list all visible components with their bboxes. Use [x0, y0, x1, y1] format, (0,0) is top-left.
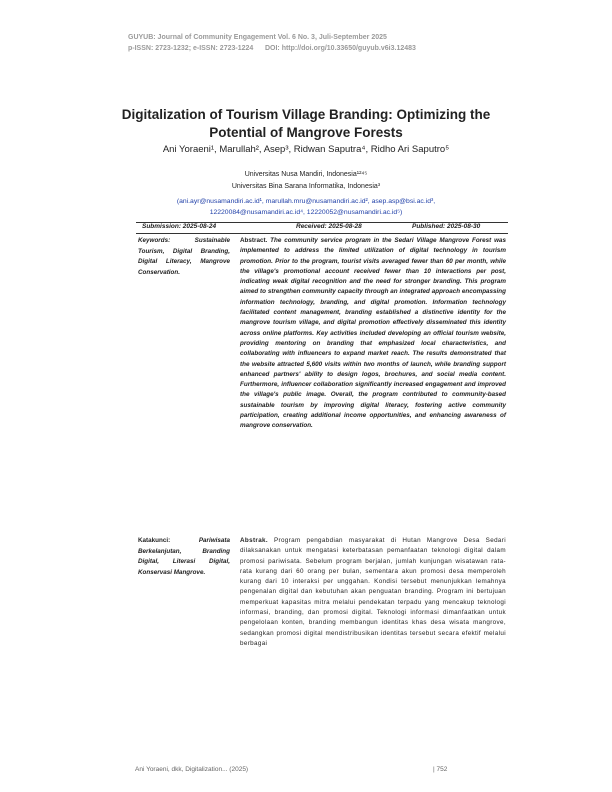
abstract-en-text: The community service program in the Sedari Village Mangrove Forest was implemented to address the limited utilization of digital technology in tourism promotion. Prior to the program, tourist visits averaged fewer than 60 per month, while the village's promotional account received fewer than 10 interactions per post, indicating weak digital recognition and the need for stronger branding. This program aimed to strengthen community capacity through an integrated approach encompassing information technology, branding, and digital promotion. Information technology facilitated content management, branding established a distinctive identity for the mangrove tourism village, and digital promotion effectively disseminated this identity across online platforms. Key activities included developing an official tourism website, providing mentoring on branding that emphasized local characteristics, and collaborating with influencers to expand market reach. The results demonstrated that the website attracted 5,600 visits within two months of launch, while branding support enhanced partners' ability to design logos, brochures, and social media content. Furthermore, influencer collaboration significantly increased engagement and improved the village's public image. Overall, the program contributed to community-based sustainable tourism by improving digital literacy, fostering active community participation, creating additional income opportunities, and enhancing awareness of mangrove conservation. [240, 237, 506, 430]
keywords-en [138, 236, 230, 278]
issn-doi-line [128, 45, 416, 52]
abstract-id [240, 536, 506, 649]
dates-divider [136, 233, 508, 234]
page-number: | 752 [433, 766, 448, 773]
submission-date: Submission: 2025-08-24 [142, 223, 217, 230]
abstract-en [240, 236, 506, 432]
issn-text: p-ISSN: 2723-1232; e-ISSN: 2723-1224 [128, 45, 254, 52]
journal-header-line: GUYUB: Journal of Community Engagement Vol. 6 No. 3, Juli-September 2025 [128, 34, 387, 41]
author-emails[interactable] [120, 196, 492, 218]
keywords-id-text: Pariwisata Berkelanjutan, Branding Digital, Literasi Digital, Konservasi Mangrove. [138, 537, 230, 576]
received-date: Received: 2025-08-28 [296, 223, 362, 230]
keywords-id-label: Katakunci: [138, 537, 171, 544]
affiliation-2: Universitas Bina Sarana Informatika, Indonesia³ [231, 183, 381, 190]
abstract-id-label: Abstrak. [240, 537, 268, 544]
email-line-2[interactable]: 12220084@nusamandiri.ac.id⁴, 12220052@nusamandiri.ac.id⁵) [209, 209, 403, 216]
published-date: Published: 2025-08-30 [412, 223, 481, 230]
email-line-1[interactable]: (ani.ayr@nusamandiri.ac.id¹, marullah.mru@nusamandiri.ac.id², asep.asp@bsi.ac.id³, [176, 198, 436, 205]
keywords-id [138, 536, 230, 578]
doi-link[interactable]: DOI: http://doi.org/10.33650/guyub.v6i3.12483 [264, 45, 416, 52]
keywords-en-text: Sustainable Tourism, Digital Branding, Digital Literacy, Mangrove Conservation. [138, 237, 230, 276]
keywords-en-label: Keywords: [138, 237, 171, 244]
abstract-id-text: Program pengabdian masyarakat di Hutan Mangrove Desa Sedari dilaksanakan untuk mengatasi keterbatasan pemanfaatan teknologi digital dalam promosi pariwisata. Sebelum program berjalan, jumlah kunjungan wisatawan rata-rata kurang dari 60 orang per bulan, sementara akun promosi desa memperoleh kurang dari 10 interaksi per unggahan. Kondisi tersebut menunjukkan lemahnya pengenalan digital dan kebutuhan akan penguatan branding. Program ini bertujuan memperkuat kapasitas mitra melalui pendekatan terpadu yang mencakup teknologi informasi, branding, dan promosi digital. Teknologi informasi dimanfaatkan untuk pengelolaan konten, branding membangun identitas khas desa wisata mangrove, sedangkan promosi digital mendistribusikan identitas tersebut secara efektif melalui berbagai [240, 537, 506, 647]
footer-citation: Ani Yoraeni, dkk, Digitalization... (2025) [135, 766, 249, 773]
paper-title: Digitalization of Tourism Village Branding: Optimizing the Potential of Mangrove Forests [121, 107, 491, 140]
author-list: Ani Yoraeni¹, Marullah², Asep³, Ridwan Saputra⁴, Ridho Ari Saputro⁵ [162, 144, 450, 155]
affiliation-1: Universitas Nusa Mandiri, Indonesia¹²⁴⁵ [244, 171, 368, 178]
article-dates [136, 223, 508, 232]
abstract-en-label: Abstract. [240, 237, 268, 244]
